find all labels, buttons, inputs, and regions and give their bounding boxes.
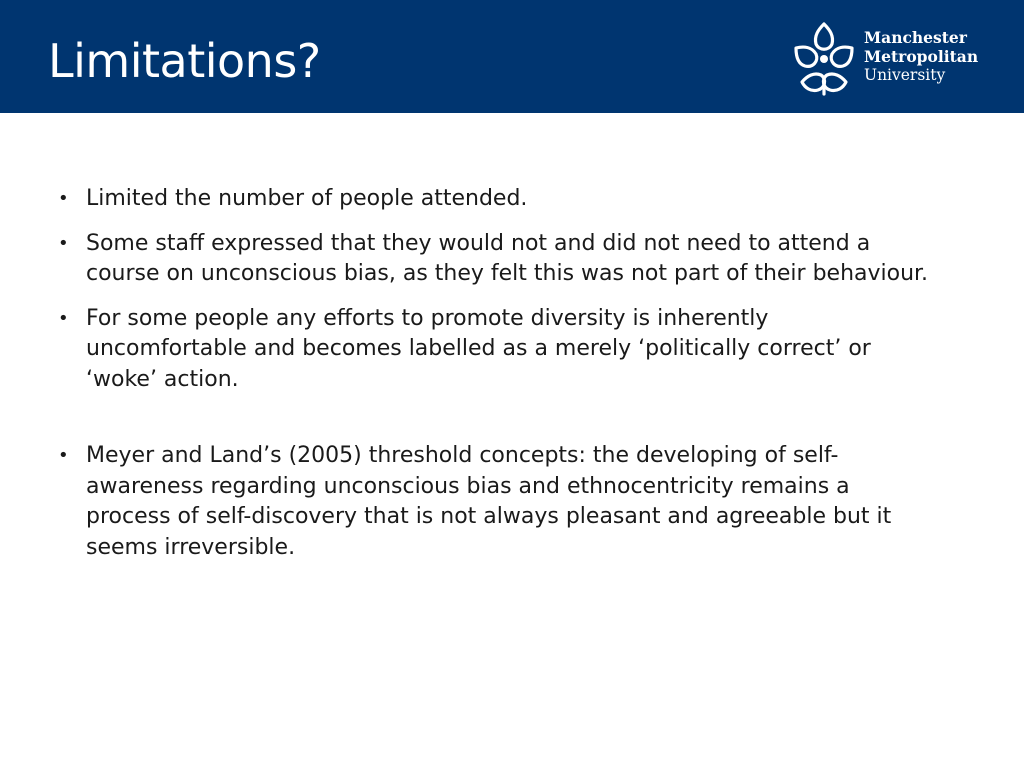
logo-line-2: Metropolitan bbox=[864, 47, 979, 66]
bullet-item bbox=[56, 229, 936, 290]
bullet-item bbox=[56, 184, 936, 215]
header-bar bbox=[0, 0, 1024, 113]
bullet-item bbox=[56, 441, 936, 563]
bullet-dot-icon: • bbox=[58, 307, 69, 329]
slide-title: Limitations? bbox=[48, 34, 321, 88]
bullet-dot-icon: • bbox=[58, 232, 69, 254]
university-logo bbox=[790, 20, 1000, 98]
bullet-dot-icon: • bbox=[58, 188, 69, 209]
bullet-text: Meyer and Land’s (2005) threshold concepts: the developing of self-awareness regarding unconscious bias and ethnocentricity remains a process of self-discovery that is not always pleasant and agreeable but it seems irreversible. bbox=[86, 443, 892, 560]
bullet-text: For some people any efforts to promote diversity is inherently uncomfortable and becomes labelled as a merely ‘politically correct’ or ‘woke’ action. bbox=[86, 305, 871, 392]
mmu-swan-emblem-icon bbox=[790, 20, 858, 98]
bullet-dot-icon: • bbox=[58, 445, 69, 466]
bullet-list bbox=[56, 184, 936, 577]
bullet-item bbox=[56, 304, 936, 396]
bullet-text: Limited the number of people attended. bbox=[86, 186, 528, 211]
logo-line-3: University bbox=[864, 66, 946, 84]
bullet-text: Some staff expressed that they would not and did not need to attend a course on unconscious bias, as they felt this was not part of their behaviour. bbox=[86, 230, 929, 286]
logo-wordmark bbox=[864, 28, 978, 85]
logo-line-1: Manchester bbox=[864, 28, 967, 47]
